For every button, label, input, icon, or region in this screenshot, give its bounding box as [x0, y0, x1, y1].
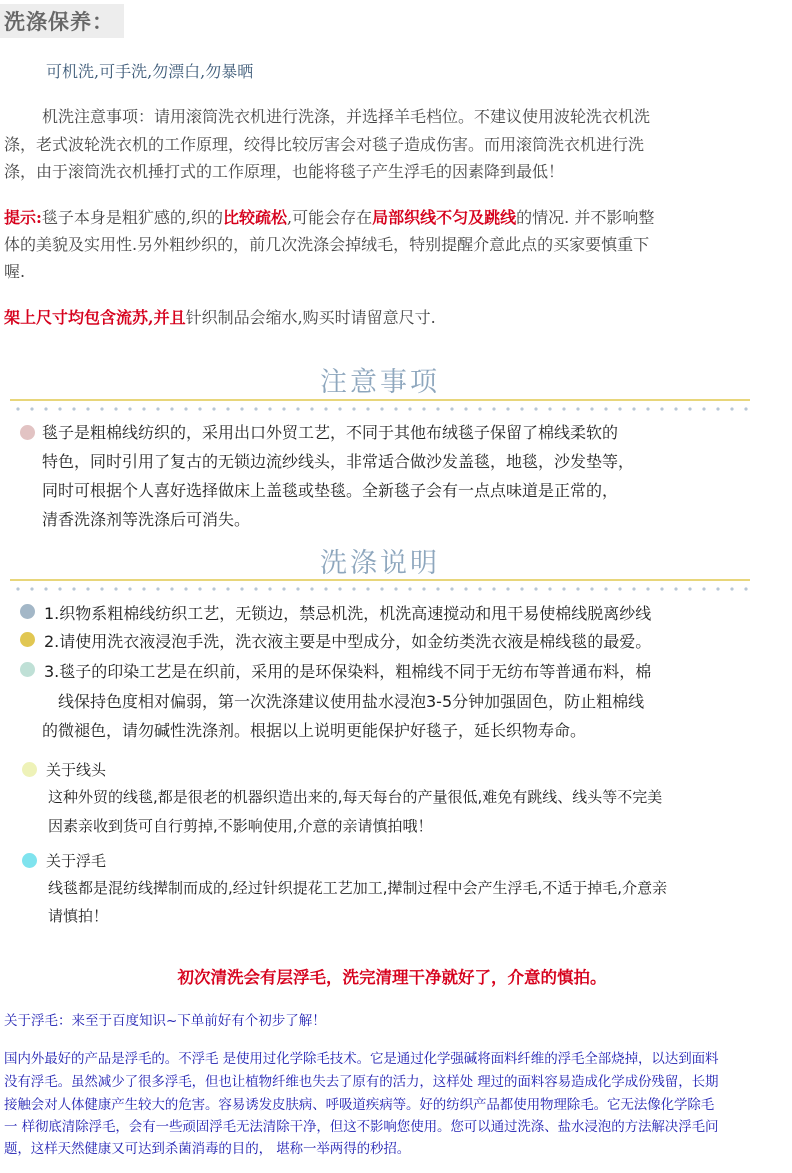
fluff-bullet-icon [22, 853, 37, 868]
size-note-text: 针织制品会缩水,购买时请留意尺寸. [185, 308, 436, 327]
tip-bold-2: 局部织线不匀及跳线 [372, 208, 517, 227]
notice-line-1: 毯子是粗棉线纺织的，采用出口外贸工艺，不同于其他布绒毯子保留了棉线柔软的 [42, 423, 619, 442]
baidu-line-5: 题，这样天然健康又可达到杀菌消毒的目的， 堪称一举两得的秒招。 [4, 1141, 411, 1157]
wash-section-rule [10, 579, 750, 581]
notice-section-title: 注意事项 [320, 367, 440, 398]
wash-item-2: 2.请使用洗衣液浸泡手洗，洗衣液主要是中型成分，如金纺类洗衣液是棉线毯的最爱。 [44, 632, 652, 651]
tip-text-3: 的情况. 并不影响整 [516, 208, 655, 227]
wash-item-3-bullet-icon [20, 662, 35, 677]
machine-wash-line-3: 涤，由于滚筒洗衣机捶打式的工作原理，也能将毯子产生浮毛的因素降到最低！ [4, 162, 565, 181]
baidu-line-1: 国内外最好的产品是浮毛的。不浮毛 是使用过化学除毛技术。它是通过化学强碱将面料纤维的浮毛全部烧掉，以达到面料 [4, 1051, 719, 1067]
notice-bullet-icon [20, 425, 35, 440]
first-wash-notice: 初次清洗会有层浮毛，洗完清理干净就好了，介意的慎拍。 [177, 968, 607, 987]
notice-line-4: 清香洗涤剂等洗涤后可消失。 [42, 510, 251, 529]
baidu-heading: 关于浮毛：来至于百度知识~下单前好有个初步了解！ [4, 1013, 326, 1029]
care-summary: 可机洗,可手洗,勿漂白,勿暴晒 [46, 62, 254, 81]
threads-heading: 关于线头 [46, 761, 107, 779]
wash-item-3-line-3: 的微褪色，请勿碱性洗涤剂。根据以上说明更能保护好毯子，延长织物寿命。 [42, 721, 587, 740]
notice-line-2: 特色，同时引用了复古的无锁边流纱线头，非常适合做沙发盖毯，地毯，沙发垫等， [42, 452, 635, 471]
baidu-line-2: 没有浮毛。虽然减少了很多浮毛，但也让植物纤维也失去了原有的活力，这样处 理过的面料容易造成化学成份残留，长期 [4, 1074, 719, 1090]
size-note-bold: 架上尺寸均包含流苏,并且 [4, 308, 186, 327]
fluff-heading: 关于浮毛 [46, 852, 107, 870]
wash-item-3-line-2: 线保持色度相对偏弱，第一次洗涤建议使用盐水浸泡3-5分钟加强固色，防止粗棉线 [58, 692, 645, 711]
tip-bold-1: 比较疏松 [223, 208, 288, 227]
baidu-line-3: 接触会对人体健康产生较大的危害。容易诱发皮肤病、呼吸道疾病等。好的纺织产品都使用物理除毛。它无法像化学除毛 [4, 1097, 715, 1113]
wash-item-1-bullet-icon [20, 604, 35, 619]
notice-section-rule [10, 399, 750, 401]
wash-section-dots [14, 585, 750, 593]
notice-line-3: 同时可根据个人喜好选择做床上盖毯或垫毯。全新毯子会有一点点味道是正常的， [42, 481, 619, 500]
tip-line-1 [4, 206, 792, 230]
tip-line-2: 体的美貌及实用性.另外粗纱织的，前几次洗涤会掉绒毛，特别提醒介意此点的买家要慎重下 [4, 235, 650, 254]
fluff-line-1: 线毯都是混纺线撵制而成的,经过针织提花工艺加工,撵制过程中会产生浮毛,不适于掉毛,介意亲 [48, 879, 668, 897]
notice-section-dots [14, 405, 750, 413]
wash-item-2-bullet-icon [20, 632, 35, 647]
threads-line-1: 这种外贸的线毯,都是很老的机器织造出来的,每天每台的产量很低,难免有跳线、线头等不完美 [48, 788, 663, 806]
machine-wash-line-2: 涤，老式波轮洗衣机的工作原理，绞得比较厉害会对毯子造成伤害。而用滚筒洗衣机进行洗 [4, 135, 645, 154]
tip-line-3: 喔. [4, 262, 26, 281]
machine-wash-line-1: 机洗注意事项：请用滚筒洗衣机进行洗涤，并选择羊毛档位。不建议使用波轮洗衣机洗 [42, 107, 651, 126]
wash-section-title: 洗涤说明 [320, 548, 440, 579]
baidu-line-4: 一 样彻底清除浮毛，会有一些顽固浮毛无法清除干净，但这不影响您使用。您可以通过洗涤、盐水浸泡的方法解决浮毛问 [4, 1119, 719, 1135]
fluff-line-2: 请慎拍！ [48, 907, 109, 925]
wash-item-1: 1.织物系粗棉线纺织工艺，无锁边，禁忌机洗，机洗高速搅动和甩干易使棉线脱离纱线 [44, 604, 652, 623]
tip-label: 提示: [4, 208, 42, 227]
wash-item-3-line-1: 3.毯子的印染工艺是在织前，采用的是环保染料，粗棉线不同于无纺布等普通布料，棉 [44, 662, 652, 681]
threads-bullet-icon [22, 762, 37, 777]
tip-text-1: 毯子本身是粗犷感的,织的 [41, 208, 224, 227]
page-heading: 洗涤保养： [4, 10, 114, 34]
threads-line-2: 因素亲收到货可自行剪掉,不影响使用,介意的亲请慎拍哦！ [48, 817, 433, 835]
size-note [4, 306, 792, 330]
tip-text-2: ,可能会存在 [287, 208, 373, 227]
